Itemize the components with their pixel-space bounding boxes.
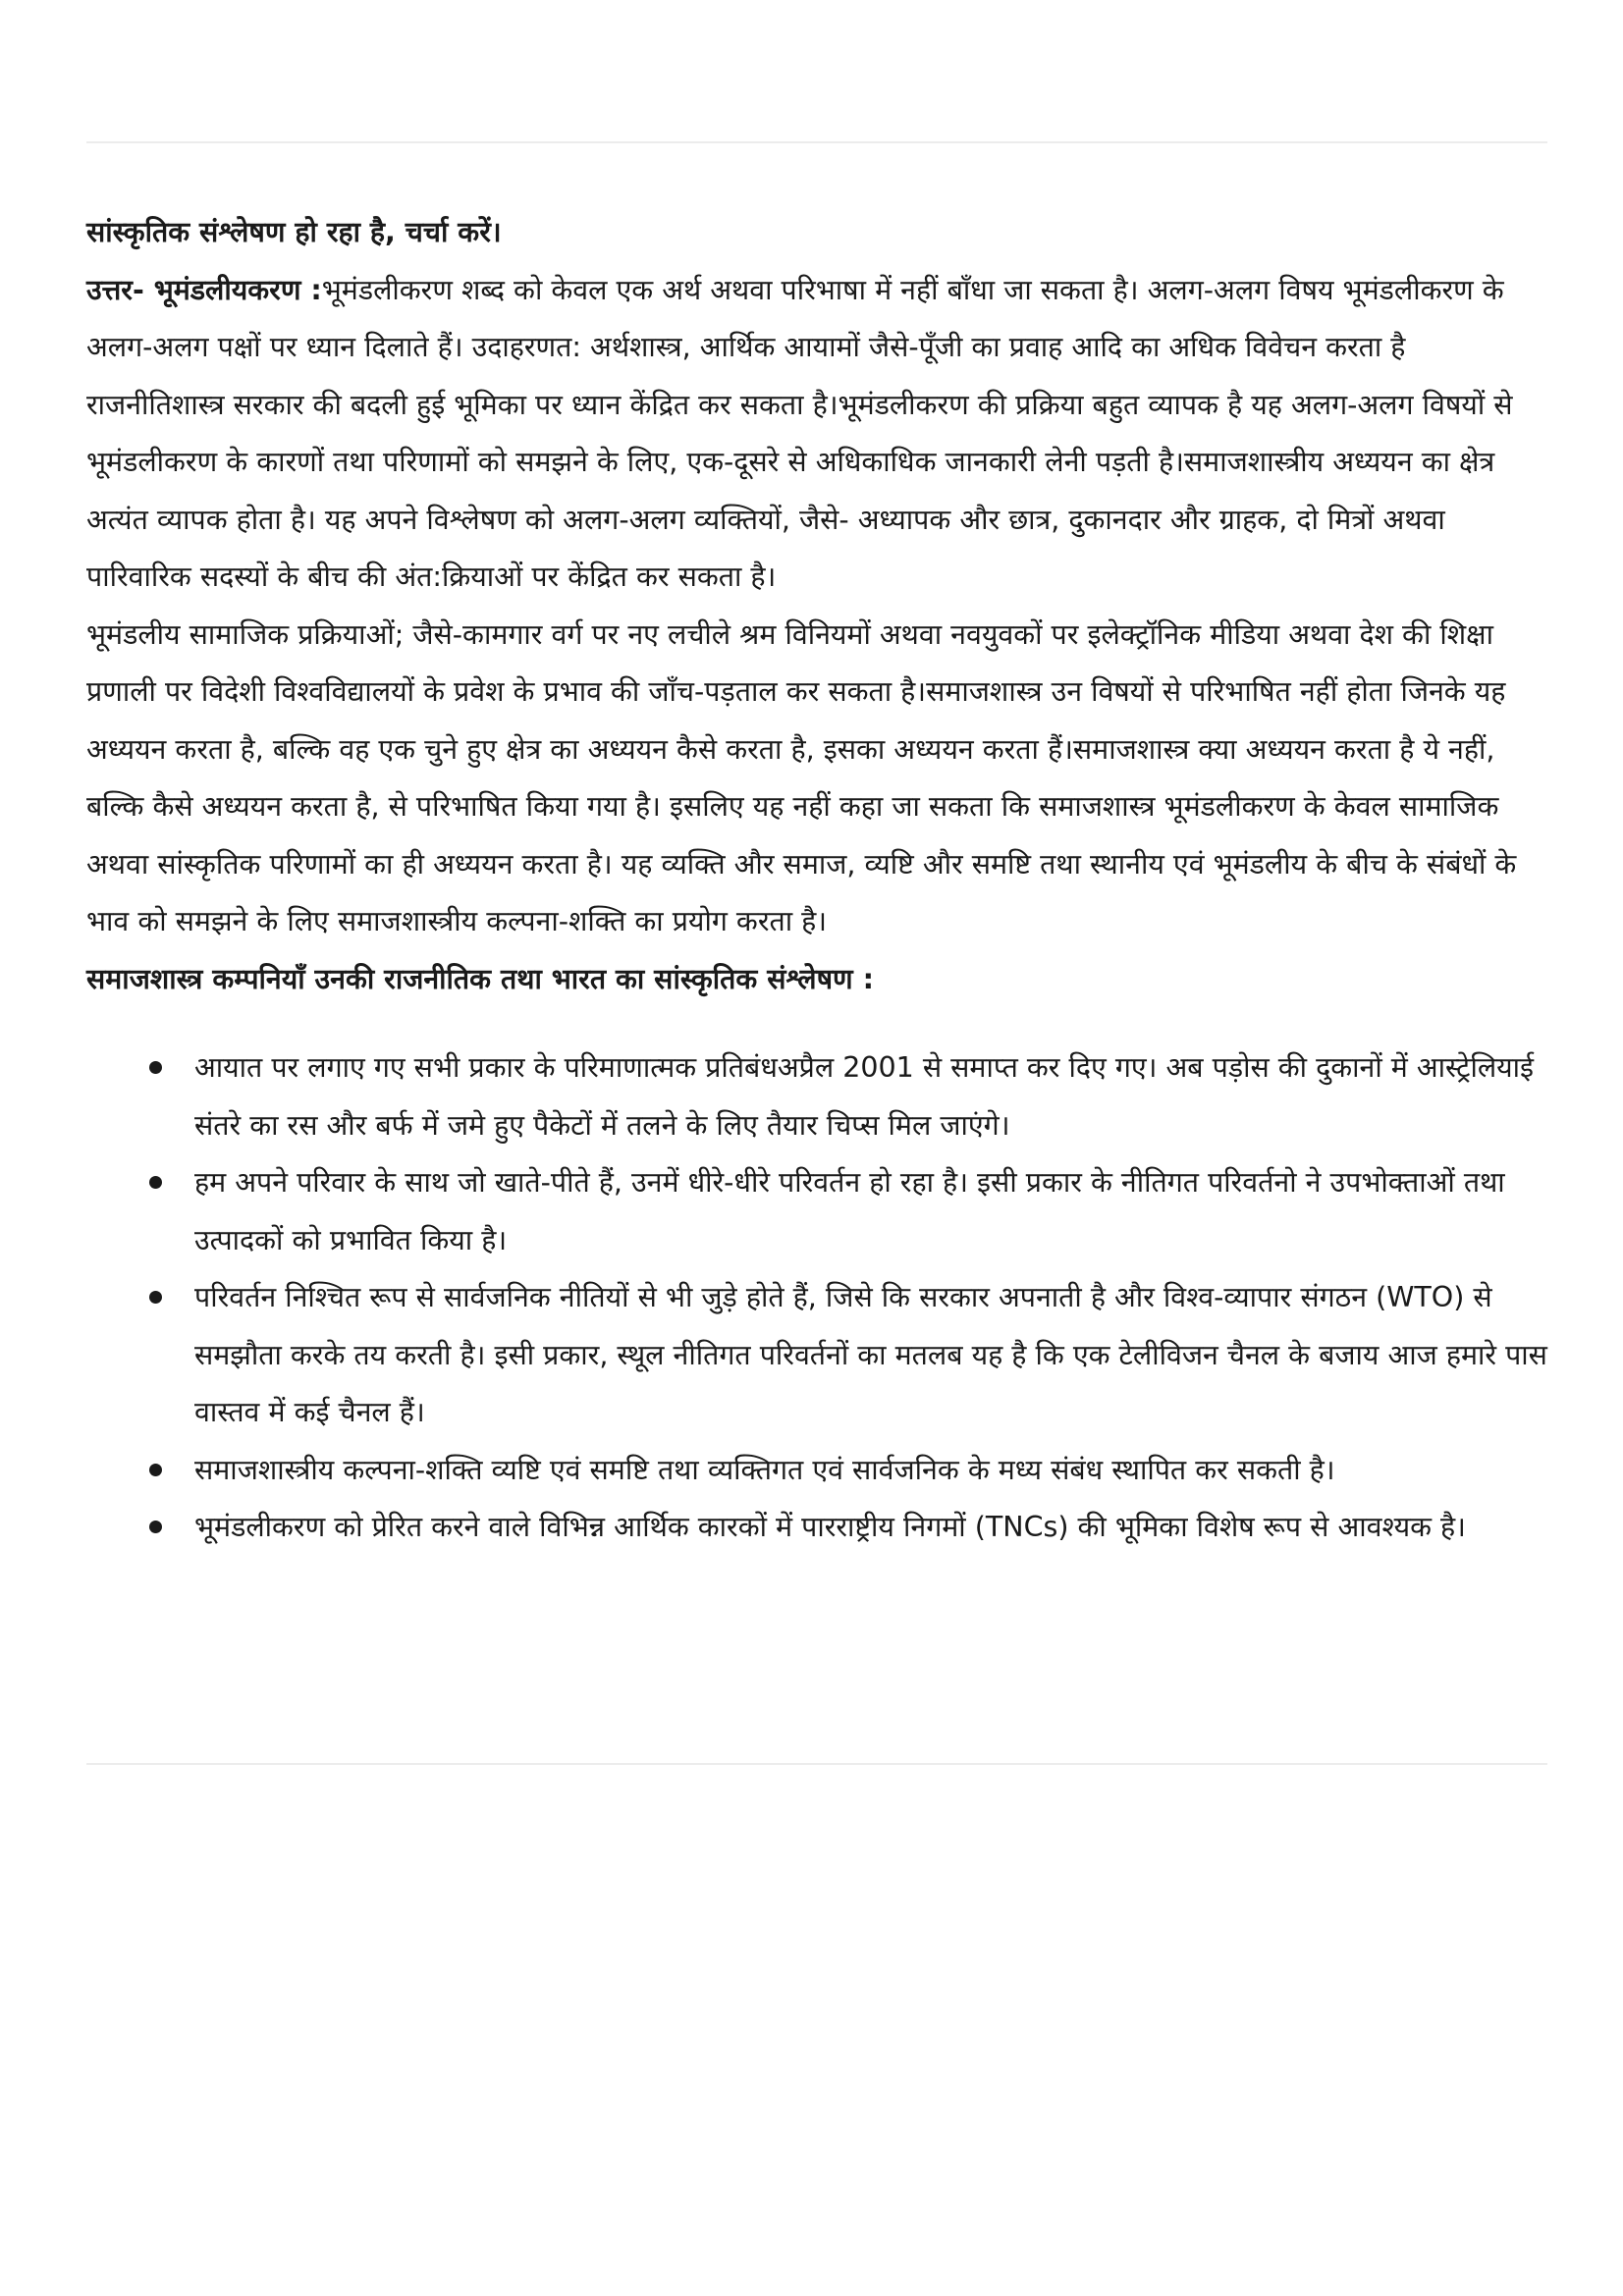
bullet-item-5 bbox=[86, 1499, 1549, 1557]
bullet-text: आयात पर लगाए गए सभी प्रकार के परिमाणात्मक प्रतिबंधअप्रैल 2001 से समाप्त कर दिए गए। अब पड़ोस की दुकानों में आस्ट्रेलियाई संतरे का रस और बर्फ में जमे हुए पैकेटों में तलने के लिए तैयार चिप्स मिल जाएंगे। bbox=[194, 1051, 1535, 1142]
bottom-divider bbox=[86, 1763, 1547, 1765]
bullet-item-2 bbox=[86, 1154, 1549, 1269]
bullet-dot-icon bbox=[149, 1061, 162, 1074]
bullet-dot-icon bbox=[149, 1176, 162, 1189]
bullet-item-1 bbox=[86, 1040, 1549, 1154]
bullet-text: भूमंडलीकरण को प्रेरित करने वाले विभिन्न आर्थिक कारकों में पारराष्ट्रीय निगमों (TNCs) की भूमिका विशेष रूप से आवश्यक है। bbox=[194, 1511, 1466, 1543]
bullet-dot-icon bbox=[149, 1464, 162, 1476]
bullet-dot-icon bbox=[149, 1291, 162, 1304]
paragraph-2: भूमंडलीय सामाजिक प्रक्रियाओं; जैसे-कामगार वर्ग पर नए लचीले श्रम विनियमों अथवा नवयुवकों पर इलेक्ट्रॉनिक मीडिया अथवा देश की शिक्षा प्रणाली पर विदेशी विश्वविद्यालयों के प्रवेश के प्रभाव की जाँच-पड़ताल कर सकता है।समाजशास्त्र उन विषयों से परिभाषित नहीं होता जिनके यह अध्ययन करता है, बल्कि वह एक चुने हुए क्षेत्र का अध्ययन कैसे करता है, इसका अध्ययन करता हैं।समाजशास्त्र क्या अध्ययन करता है ये नहीं, बल्कि कैसे अध्ययन करता है, से परिभाषित किया गया है। इसलिए यह नहीं कहा जा सकता कि समाजशास्त्र भूमंडलीकरण के केवल सामाजिक अथवा सांस्कृतिक परिणामों का ही अध्ययन करता है। यह व्यक्ति और समाज, व्यष्टि और समष्टि तथा स्थानीय एवं भूमंडलीय के बीच के संबंधों के भाव को समझने के लिए समाजशास्त्रीय कल्पना-शक्ति का प्रयोग करता है। bbox=[86, 617, 1517, 937]
answer-paragraph bbox=[86, 262, 1549, 607]
answer-text: भूमंडलीकरण शब्द को केवल एक अर्थ अथवा परिभाषा में नहीं बाँधा जा सकता है। अलग-अलग विषय भूमंडलीकरण के अलग-अलग पक्षों पर ध्यान दिलाते हैं। उदाहरणत: अर्थशास्त्र, आर्थिक आयामों जैसे-पूँजी का प्रवाह आदि का अधिक विवेचन करता है राजनीतिशास्त्र सरकार की बदली हुई भूमिका पर ध्यान केंद्रित कर सकता है।भूमंडलीकरण की प्रक्रिया बहुत व्यापक है यह अलग-अलग विषयों से भूमंडलीकरण के कारणों तथा परिणामों को समझने के लिए, एक-दूसरे से अधिकाधिक जानकारी लेनी पड़ती है।समाजशास्त्रीय अध्ययन का क्षेत्र अत्यंत व्यापक होता है। यह अपने विश्लेषण को अलग-अलग व्यक्तियों, जैसे- अध्यापक और छात्र, दुकानदार और ग्राहक, दो मित्रों अथवा पारिवारिक सदस्यों के बीच की अंत:क्रियाओं पर केंद्रित कर सकता है। bbox=[86, 273, 1513, 593]
answer-label: उत्तर- भूमंडलीयकरण : bbox=[86, 273, 322, 306]
bullet-list bbox=[86, 1040, 1549, 1557]
bullet-dot-icon bbox=[149, 1521, 162, 1533]
question-line: सांस्कृतिक संश्लेषण हो रहा है, चर्चा करें। bbox=[86, 216, 502, 248]
document-body bbox=[86, 204, 1549, 1557]
bullet-text: समाजशास्त्रीय कल्पना-शक्ति व्यष्टि एवं समष्टि तथा व्यक्तिगत एवं सार्वजनिक के मध्य संबंध स्थापित कर सकती है। bbox=[194, 1453, 1335, 1486]
subheading: समाजशास्त्र कम्पनियाँ उनकी राजनीतिक तथा भारत का सांस्कृतिक संश्लेषण : bbox=[86, 962, 874, 995]
top-divider bbox=[86, 141, 1547, 143]
bullet-text: हम अपने परिवार के साथ जो खाते-पीते हैं, उनमें धीरे-धीरे परिवर्तन हो रहा है। इसी प्रकार के नीतिगत परिवर्तनो ने उपभोक्ताओं तथा उत्पादकों को प्रभावित किया है। bbox=[194, 1166, 1505, 1256]
bullet-item-3 bbox=[86, 1269, 1549, 1442]
bullet-item-4 bbox=[86, 1442, 1549, 1500]
bullet-text: परिवर्तन निश्चित रूप से सार्वजनिक नीतियों से भी जुड़े होते हैं, जिसे कि सरकार अपनाती है और विश्व-व्यापार संगठन (WTO) से समझौता करके तय करती है। इसी प्रकार, स्थूल नीतिगत परिवर्तनों का मतलब यह है कि एक टेलीविजन चैनल के बजाय आज हमारे पास वास्तव में कई चैनल हैं। bbox=[194, 1281, 1547, 1428]
